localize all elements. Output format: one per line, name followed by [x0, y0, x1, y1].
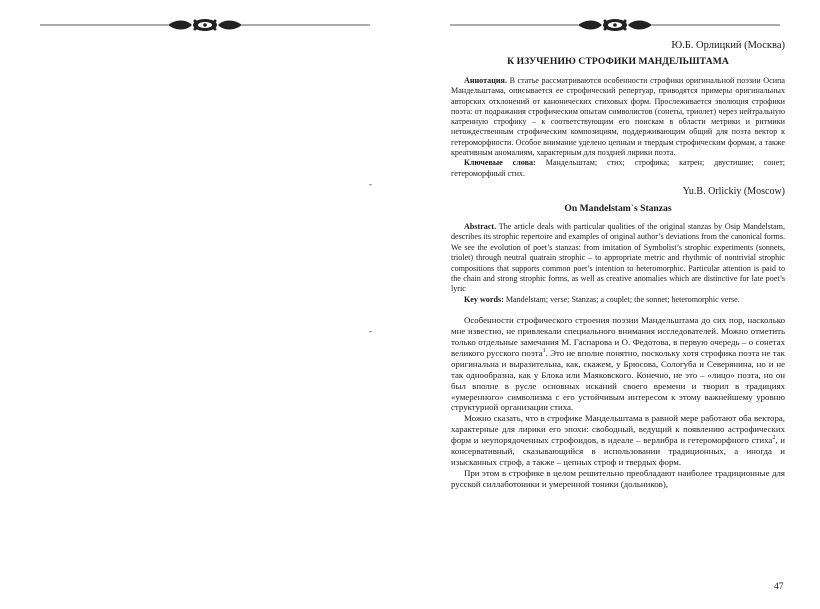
abstract-en	[451, 222, 785, 295]
keywords-ru-text: Мандельштам; стих; строфика; катрен; двустишие; сонет; гетероморфный стих.	[451, 158, 785, 178]
body-paragraph	[451, 315, 785, 413]
right-page	[410, 0, 820, 609]
abstract-text: The article deals with particular qualities of the original stanzas by Osip Mandelstam, describes its strophic repertoire and examples of original author’s deviations from the canonical forms. We see the evolution of poet’s stanzas: from imitation of Symbolist’s strophic experiments (sonnets, triolet) through neutral quatrain strophic – to appropriate metric and rhythmic of nontrivial strophic compositions that supports common poet’s intention to heteromorphic. Particular attention is paid to the chain and strong strophic forms, as well as creative anomalies which are distinctive for late poet’s lyric	[451, 221, 785, 294]
article-title-en: On Mandelstam`s Stanzas	[564, 202, 672, 214]
annotation-ru	[451, 76, 785, 158]
header-ornament-left	[40, 18, 370, 32]
stray-mark: -	[369, 179, 372, 189]
abstract-label: Abstract.	[464, 221, 497, 231]
keywords-en	[451, 295, 785, 305]
article-content	[451, 40, 785, 490]
author-en: Yu.B. Orlickiy (Moscow)	[682, 185, 785, 197]
author-ru: Ю.Б. Орлицкий (Москва)	[671, 40, 785, 51]
stray-mark: -	[369, 326, 372, 336]
footnote-ref[interactable]: 1	[542, 348, 546, 354]
para2-text-a: Можно сказать, что в строфике Мандельштама в равной мере работают оба вектора, характерные для лирики его эпохи: свободный, ведущий к появлению астрофических форм и неупорядоченных строфоидов, в идеале – верлибра и гетероморфного стиха	[451, 413, 785, 446]
header-ornament-right	[450, 18, 780, 32]
keywords-ru-label: Ключевые слова:	[464, 158, 536, 168]
annotation-label: Аннотация.	[464, 76, 507, 85]
body-paragraph: При этом в строфике в целом решительно преобладают наиболее традиционные для русской силлаботоники и умеренной тоники (дольников),	[451, 467, 785, 489]
footnote-ref[interactable]: 2	[772, 435, 776, 442]
body-paragraph	[451, 413, 785, 468]
para1-text-b: . Это не вполне понятно, поскольку хотя строфика поэта не так оригинальна и выразительна, как, скажем, у Брюсова, Сологуба и Северянина, но и не так однообразна, как у Блока или Маяковского. Конечно, не это – «лицо» поэта, но он был вполне в русле основных исканий своего времени и творил в традициях «умеренного» символизма с его устойчивым интересом к этому важнейшему уровню структурной организации стиха.	[451, 347, 785, 413]
keywords-en-label: Key words:	[464, 294, 504, 304]
page-number: 47	[774, 582, 784, 592]
para2-text-b: , и консервативный, сказывающийся в использовании традиционных, а иногда и изысканных строф, а также – цепных строф и твердых форм.	[451, 435, 786, 467]
keywords-en-text: Mandelstam; verse; Stanzas; a couplet; the sonnet; heteromorphic verse.	[505, 294, 740, 304]
annotation-text: В статье рассматриваются особенности строфики оригинальной поэзии Осипа Мандельштама, описывается ее строфический репертуар, приводятся примеры оригинальных авторских отклонений от канонических стиховых форм. Прослеживается эволюция строфики поэта: от подражания строфическим опытам символистов (сонеты, триолет) через нейтральную катренную строфику – к соответствующим его поискам в области метрики и ритмики нетождественным строфическим композициям, поддерживающим общий для поэта вектор к гетероморфности. Особое внимание уделено цепным и твердым строфическим формам, а также креативным аномалиям, характерным для поздней лирики поэта.	[451, 76, 785, 158]
para1-text-a: Особенности строфического строения поэзии Мандельштама до сих пор, насколько мне известно, не привлекали специального внимания исследователей. Можно отметить только отдельные замечания М. Гаспарова и О. Федотова, в первую очередь – о сонетах великого русского поэта	[451, 315, 785, 358]
keywords-ru	[451, 158, 785, 179]
article-title-ru: К ИЗУЧЕНИЮ СТРОФИКИ МАНДЕЛЬШТАМА	[507, 56, 729, 67]
